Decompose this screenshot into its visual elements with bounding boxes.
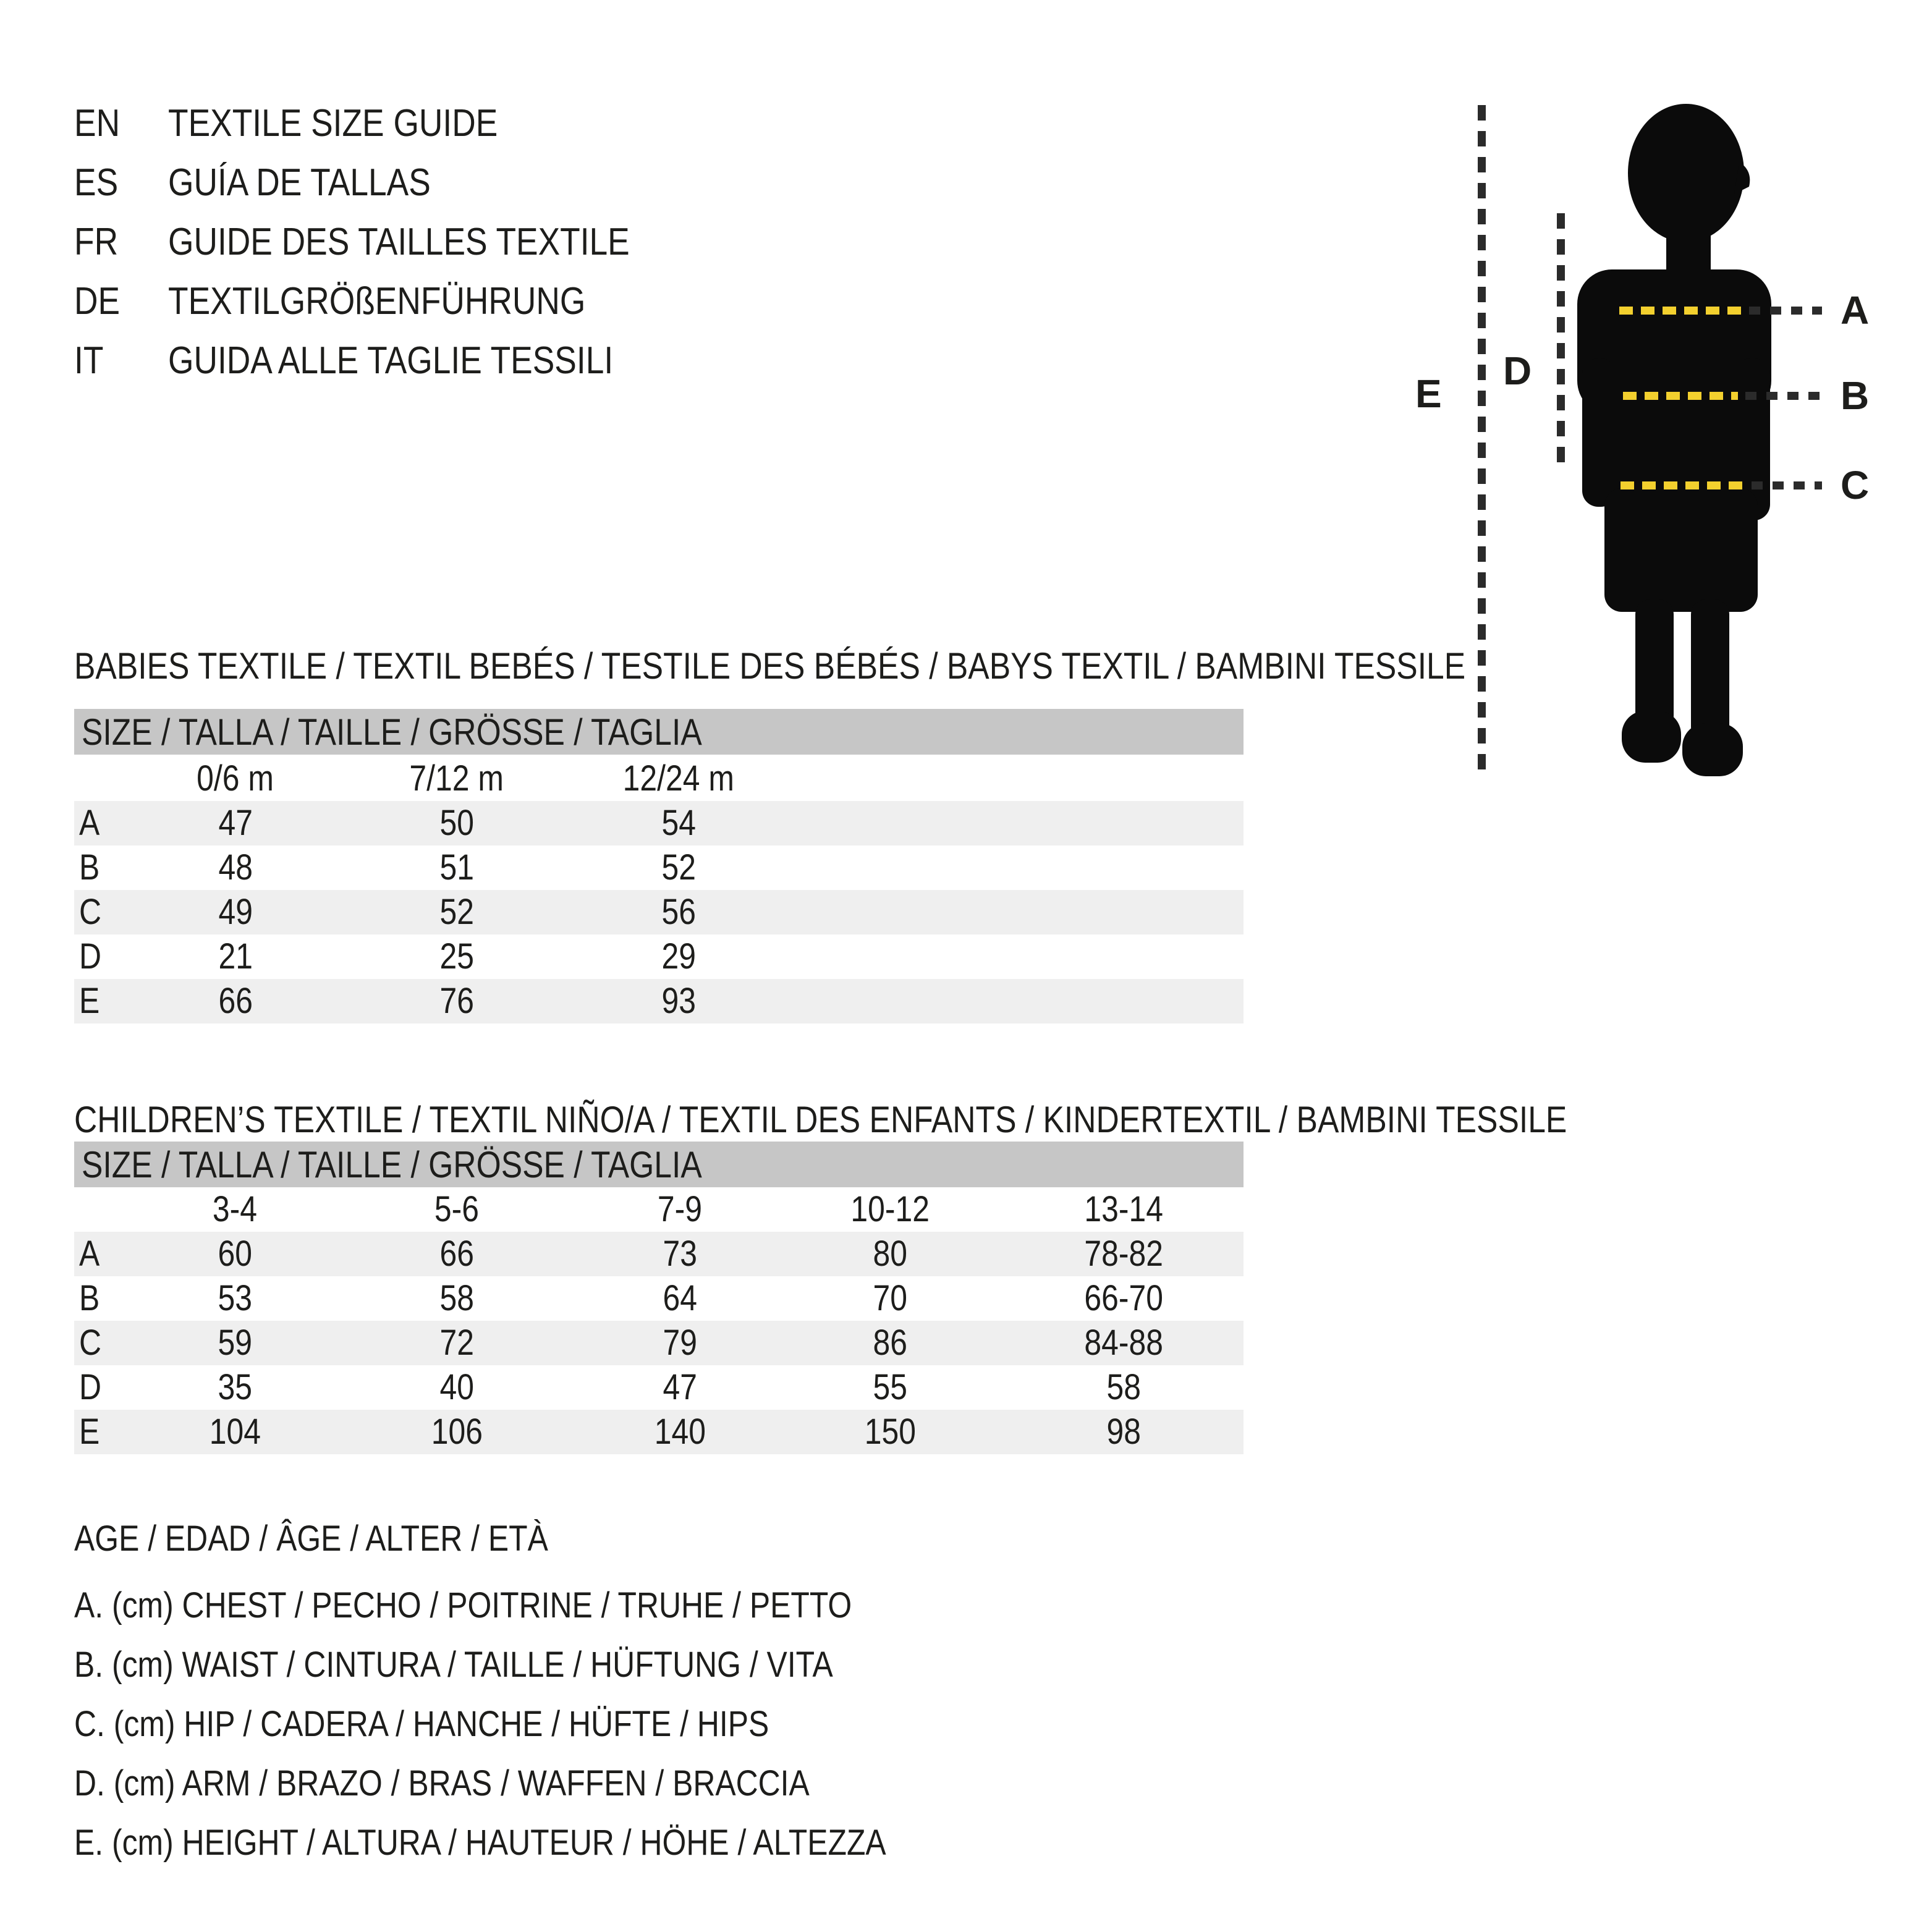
size-value-text: 50 — [439, 803, 474, 843]
language-title-text: TEXTILE SIZE GUIDE — [168, 102, 498, 145]
children-col-header — [797, 1187, 983, 1232]
language-title-text: GUIDA ALLE TAGLIE TESSILI — [168, 339, 614, 382]
children-section-title-text: CHILDREN’S TEXTILE / TEXTIL NIÑO/A / TEXTIL DES ENFANTS / KINDERTEXTIL / BAMBINI TESSILE — [74, 1099, 1567, 1140]
children-col-header-text: 3-4 — [212, 1189, 258, 1229]
size-value-text: 66 — [439, 1234, 474, 1274]
size-value-text: 52 — [661, 847, 696, 888]
size-value-text: 47 — [663, 1367, 697, 1407]
legend-item-text: D. (cm) ARM / BRAZO / BRAS / WAFFEN / BRACCIA — [74, 1763, 810, 1803]
size-value — [587, 1410, 773, 1454]
row-label-text: A — [79, 1234, 100, 1274]
language-title — [168, 221, 705, 264]
size-value — [1031, 1410, 1216, 1454]
legend-item-arm — [74, 1763, 1434, 1805]
language-title — [168, 280, 653, 323]
figure-label-e: E — [1415, 371, 1442, 416]
children-row-a — [74, 1232, 1244, 1276]
size-value — [587, 1321, 773, 1365]
language-code — [74, 102, 127, 145]
size-value-text: 47 — [218, 803, 253, 843]
figure-label-a: A — [1841, 288, 1870, 333]
children-col-header — [364, 1187, 549, 1232]
size-value-text: 73 — [663, 1234, 697, 1274]
size-value-text: 150 — [864, 1412, 916, 1452]
size-value-text: 58 — [1106, 1367, 1141, 1407]
size-value-text: 70 — [873, 1278, 907, 1318]
size-value-text: 79 — [663, 1323, 697, 1363]
language-code-text: IT — [74, 339, 104, 382]
legend-item-height — [74, 1822, 1434, 1864]
size-value-text: 64 — [663, 1278, 697, 1318]
babies-row-a — [74, 801, 1244, 845]
language-row-it — [74, 339, 1001, 383]
size-value-text: 76 — [439, 981, 474, 1021]
legend-item-chest — [74, 1585, 1434, 1627]
language-row-fr — [74, 221, 1001, 264]
children-col-header-text: 5-6 — [434, 1189, 480, 1229]
row-label-text: D — [79, 936, 102, 977]
babies-col-header — [364, 756, 549, 801]
hip-measure-dash-yellow — [1621, 481, 1745, 489]
size-value — [586, 890, 771, 934]
legend-item-text: C. (cm) HIP / CADERA / HANCHE / HÜFTE / HIPS — [74, 1704, 769, 1744]
size-value — [143, 801, 328, 845]
size-value — [364, 801, 549, 845]
size-value-text: 98 — [1106, 1412, 1141, 1452]
size-value — [586, 979, 771, 1023]
size-value — [143, 979, 328, 1023]
children-row-d — [74, 1365, 1244, 1410]
size-value — [797, 1232, 983, 1276]
size-value-text: 21 — [218, 936, 253, 977]
size-value — [1031, 1276, 1216, 1321]
size-value — [1031, 1232, 1216, 1276]
legend-item-waist — [74, 1644, 1434, 1686]
children-col-header — [142, 1187, 328, 1232]
legend-item-text: B. (cm) WAIST / CINTURA / TAILLE / HÜFTUNG / VITA — [74, 1645, 833, 1685]
size-value — [364, 1232, 549, 1276]
size-value — [1031, 1365, 1216, 1410]
size-value-text: 55 — [873, 1367, 907, 1407]
children-column-header-row — [74, 1187, 1244, 1232]
size-value — [587, 1365, 773, 1410]
language-code — [74, 221, 125, 264]
language-code-text: DE — [74, 280, 121, 323]
legend-age-text: AGE / EDAD / ÂGE / ALTER / ETÀ — [74, 1519, 548, 1559]
row-label-text: C — [79, 1323, 102, 1363]
children-size-header-text: SIZE / TALLA / TAILLE / GRÖSSE / TAGLIA — [82, 1143, 702, 1185]
size-value-text: 52 — [439, 892, 474, 932]
babies-column-header-row — [74, 756, 1244, 801]
language-code — [74, 161, 125, 205]
size-value — [364, 979, 549, 1023]
size-value-text: 104 — [209, 1412, 261, 1452]
children-size-header-bar — [74, 1142, 1244, 1187]
language-code-text: FR — [74, 221, 119, 263]
language-code-text: ES — [74, 161, 119, 204]
size-value — [142, 1365, 328, 1410]
size-value-text: 53 — [218, 1278, 252, 1318]
language-row-de — [74, 280, 1001, 323]
size-value — [364, 890, 549, 934]
language-title — [168, 102, 551, 145]
size-value-text: 49 — [218, 892, 253, 932]
size-value-text: 84-88 — [1084, 1323, 1163, 1363]
size-value-text: 25 — [439, 936, 474, 977]
row-label-text: D — [79, 1367, 102, 1407]
row-label-text: E — [79, 981, 100, 1021]
chest-measure-dash-yellow — [1619, 307, 1742, 315]
row-label-text: B — [79, 1278, 100, 1318]
row-label-text: B — [79, 847, 100, 888]
waist-measure-leader-dark — [1745, 392, 1822, 400]
babies-size-header-bar — [74, 709, 1244, 755]
babies-section-title-text: BABIES TEXTILE / TEXTIL BEBÉS / TESTILE DES BÉBÉS / BABYS TEXTIL / BAMBINI TESSILE — [74, 645, 1466, 687]
size-value — [364, 1276, 549, 1321]
language-title-text: GUIDE DES TAILLES TEXTILE — [168, 221, 630, 263]
size-value — [143, 934, 328, 979]
language-title-text: GUÍA DE TALLAS — [168, 161, 431, 204]
children-col-header — [1031, 1187, 1216, 1232]
figure-label-d: D — [1503, 349, 1532, 393]
babies-row-c — [74, 890, 1244, 934]
size-value — [142, 1410, 328, 1454]
size-value-text: 40 — [439, 1367, 474, 1407]
size-value-text: 140 — [654, 1412, 706, 1452]
babies-col-header-text: 0/6 m — [197, 758, 274, 799]
legend-item-text: A. (cm) CHEST / PECHO / POITRINE / TRUHE / PETTO — [74, 1585, 852, 1625]
babies-col-header-text: 7/12 m — [409, 758, 504, 799]
size-value — [797, 1321, 983, 1365]
size-value — [364, 1365, 549, 1410]
size-value — [586, 934, 771, 979]
size-value-text: 51 — [439, 847, 474, 888]
size-value — [364, 1321, 549, 1365]
language-row-es — [74, 161, 1001, 205]
size-value — [1031, 1321, 1216, 1365]
babies-row-e — [74, 979, 1244, 1023]
size-value-text: 93 — [661, 981, 696, 1021]
babies-row-d — [74, 934, 1244, 979]
babies-size-header-text: SIZE / TALLA / TAILLE / GRÖSSE / TAGLIA — [82, 711, 702, 753]
legend-item-text: E. (cm) HEIGHT / ALTURA / HAUTEUR / HÖHE / ALTEZZA — [74, 1823, 886, 1863]
babies-section-title — [74, 645, 1681, 687]
row-label-text: E — [79, 1412, 100, 1452]
size-value — [797, 1365, 983, 1410]
waist-measure-dash-yellow — [1623, 392, 1738, 400]
language-title — [168, 339, 685, 383]
size-value-text: 80 — [873, 1234, 907, 1274]
size-value-text: 72 — [439, 1323, 474, 1363]
size-value — [142, 1232, 328, 1276]
figure-label-b: B — [1841, 373, 1870, 418]
language-code — [74, 339, 108, 383]
size-value — [586, 845, 771, 890]
language-row-en — [74, 102, 1001, 145]
size-value-text: 54 — [661, 803, 696, 843]
size-value — [586, 801, 771, 845]
size-value — [142, 1276, 328, 1321]
row-label-text: C — [79, 892, 102, 932]
size-value-text: 59 — [218, 1323, 252, 1363]
size-value — [797, 1276, 983, 1321]
legend-item-hip — [74, 1703, 1434, 1745]
size-value — [797, 1410, 983, 1454]
children-col-header-text: 13-14 — [1084, 1189, 1163, 1229]
size-value-text: 56 — [661, 892, 696, 932]
children-col-header-text: 7-9 — [657, 1189, 703, 1229]
size-value — [142, 1321, 328, 1365]
size-value — [364, 934, 549, 979]
babies-col-header — [143, 756, 328, 801]
language-title-text: TEXTILGRÖßENFÜHRUNG — [168, 280, 586, 323]
babies-col-header-text: 12/24 m — [622, 758, 735, 799]
size-value-text: 58 — [439, 1278, 474, 1318]
row-label-text: A — [79, 803, 100, 843]
language-code-text: EN — [74, 102, 121, 145]
children-col-header — [587, 1187, 773, 1232]
children-col-header-text: 10-12 — [850, 1189, 930, 1229]
chest-measure-leader-dark — [1749, 307, 1822, 315]
size-value-text: 86 — [873, 1323, 907, 1363]
hip-measure-leader-dark — [1752, 481, 1822, 489]
babies-col-header — [586, 756, 771, 801]
size-value-text: 60 — [218, 1234, 252, 1274]
size-value — [143, 845, 328, 890]
size-value-text: 66-70 — [1084, 1278, 1163, 1318]
size-value-text: 29 — [661, 936, 696, 977]
size-value-text: 48 — [218, 847, 253, 888]
language-code — [74, 280, 127, 323]
children-row-e — [74, 1410, 1244, 1454]
children-row-b — [74, 1276, 1244, 1321]
children-row-c — [74, 1321, 1244, 1365]
children-section-title — [74, 1099, 1681, 1141]
size-value — [587, 1276, 773, 1321]
size-value-text: 66 — [218, 981, 253, 1021]
size-value-text: 78-82 — [1084, 1234, 1163, 1274]
size-value — [364, 845, 549, 890]
size-value-text: 35 — [218, 1367, 252, 1407]
language-title — [168, 161, 473, 205]
size-value — [364, 1410, 549, 1454]
size-value — [587, 1232, 773, 1276]
legend-age-line — [74, 1518, 1434, 1560]
figure-label-c: C — [1841, 463, 1870, 507]
babies-row-b — [74, 845, 1244, 890]
size-value-text: 106 — [431, 1412, 483, 1452]
size-value — [143, 890, 328, 934]
